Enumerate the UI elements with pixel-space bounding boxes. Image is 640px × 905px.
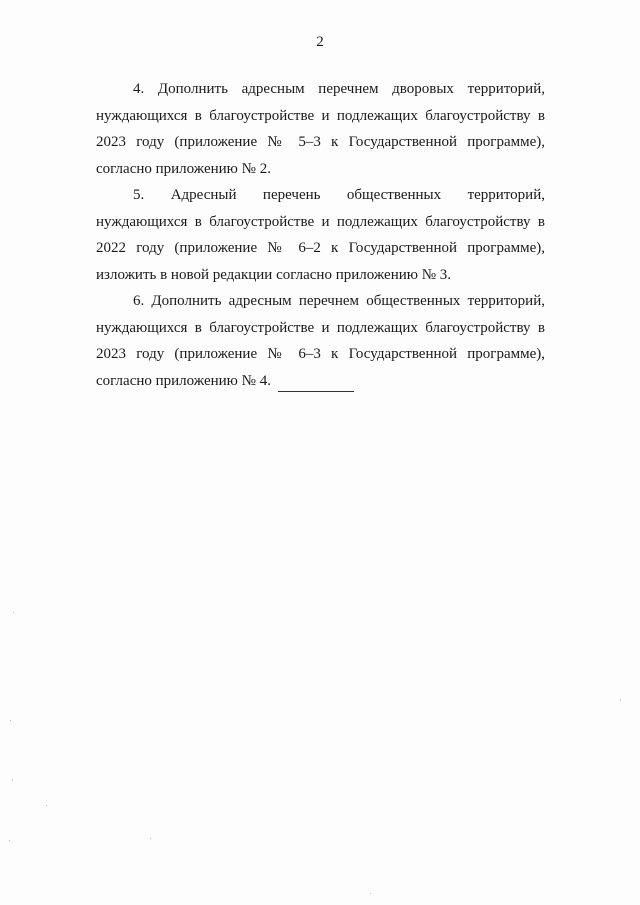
page-number: 2 [316,34,324,50]
scan-speck [9,840,10,841]
scan-speck [150,838,151,839]
scan-speck [12,780,13,781]
end-separator-line [278,391,354,392]
scan-speck [620,700,621,701]
scan-speck [10,720,11,721]
scan-speck [13,612,14,613]
document-body [96,76,545,394]
paragraph-6: 6. Дополнить адресным перечнем общественных территорий, нуждающихся в благоустройстве и подлежащих благоустройству в 2023 году (приложение № 6–3 к Государственной программе), согласно приложению № 4. [96,293,545,389]
paragraph-5: 5. Адресный перечень общественных территорий, нуждающихся в благоустройстве и подлежащих благоустройству в 2022 году (приложение № 6–2 к Государственной программе), изложить в новой редакции согласно приложению № 3. [96,187,545,283]
paragraph-4: 4. Дополнить адресным перечнем дворовых территорий, нуждающихся в благоустройстве и подлежащих благоустройству в 2023 году (приложение № 5–3 к Государственной программе), согласно приложению № 2. [96,81,545,177]
scan-speck [370,893,371,894]
scan-speck [46,805,47,806]
